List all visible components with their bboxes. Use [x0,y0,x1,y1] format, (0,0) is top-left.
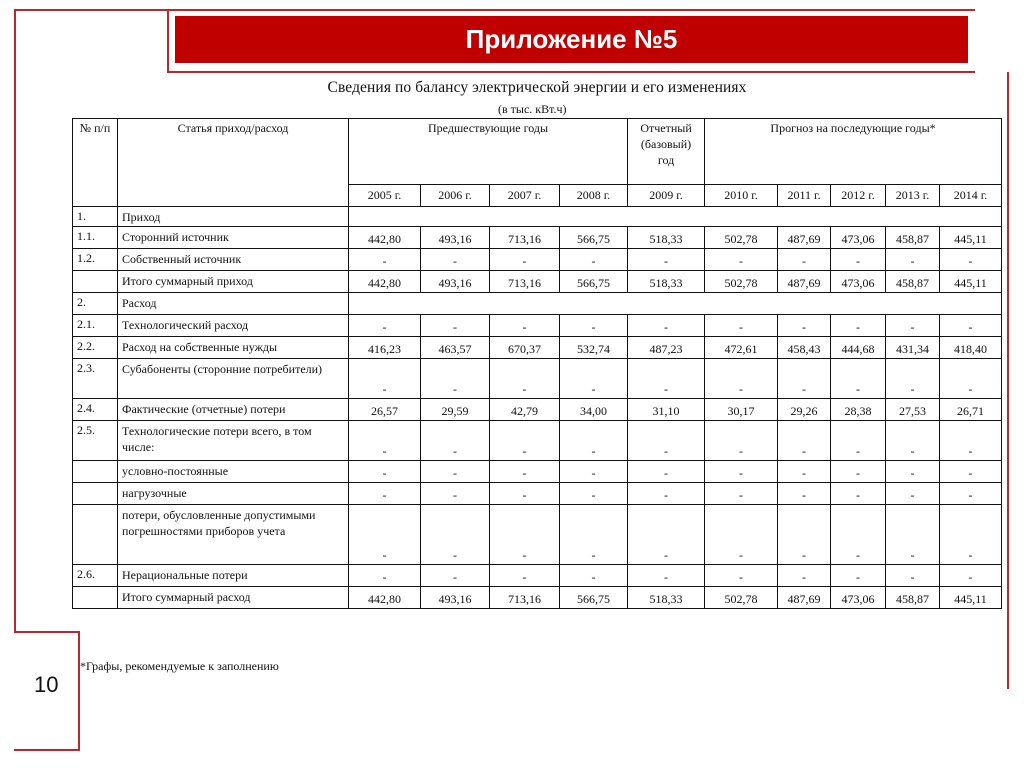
value-cell: 487,69 [778,271,831,293]
value-cell: 458,87 [886,227,940,249]
value-cell: - [421,315,490,337]
row-item: Фактические (отчетные) потери [118,399,349,421]
row-item: нагрузочные [118,483,349,505]
value-cell: 34,00 [560,399,628,421]
row-number [73,271,118,293]
title-banner: Приложение №5 [175,16,968,63]
value-cell: - [560,565,628,587]
value-cell: 29,59 [421,399,490,421]
table-row [73,565,1002,587]
value-cell: - [349,505,421,565]
value-cell: - [628,421,705,461]
value-cell: - [940,483,1002,505]
document-unit: (в тыс. кВт.ч) [498,102,567,116]
value-cell: - [349,565,421,587]
value-cell: 487,69 [778,227,831,249]
value-cell: - [490,461,560,483]
value-cell: - [628,483,705,505]
table-row [73,399,1002,421]
value-cell: - [421,483,490,505]
row-item: Расход [118,293,349,315]
table-row [73,359,1002,399]
header-year: 2009 г. [628,185,705,207]
value-cell: - [831,249,886,271]
value-cell: - [778,565,831,587]
value-cell: 487,69 [778,587,831,609]
row-item: Технологические потери всего, в том числе: [118,421,349,461]
value-cell: - [705,505,778,565]
value-cell: - [560,461,628,483]
value-cell: 472,61 [705,337,778,359]
table-row [73,207,1002,227]
header-forecast: Прогноз на последующие годы* [705,119,1002,185]
value-cell: 670,37 [490,337,560,359]
row-number: 2.5. [73,421,118,461]
header-year: 2014 г. [940,185,1002,207]
value-cell: - [886,421,940,461]
value-cell: - [886,505,940,565]
value-cell: 431,34 [886,337,940,359]
value-cell: 445,11 [940,587,1002,609]
value-cell: - [940,315,1002,337]
value-cell: 31,10 [628,399,705,421]
value-cell: 713,16 [490,271,560,293]
value-cell: - [778,315,831,337]
value-cell: 713,16 [490,227,560,249]
frame-page-left-line [14,9,16,632]
value-cell: - [886,315,940,337]
value-cell: 502,78 [705,227,778,249]
row-item: Нерациональные потери [118,565,349,587]
frame-number-box-bottom [14,749,80,751]
row-number [73,461,118,483]
value-cell: 42,79 [490,399,560,421]
value-cell: - [940,421,1002,461]
value-cell: 442,80 [349,271,421,293]
frame-under-banner-line [167,71,975,73]
frame-page-top-line [14,9,169,11]
value-cell: - [421,565,490,587]
header-year: 2012 г. [831,185,886,207]
value-cell: 463,57 [421,337,490,359]
value-cell: - [490,315,560,337]
value-cell: 29,26 [778,399,831,421]
value-cell: - [705,249,778,271]
value-cell: - [886,483,940,505]
table-row [73,315,1002,337]
section-empty-cell [349,293,1002,315]
section-empty-cell [349,207,1002,227]
frame-top-line [167,9,975,11]
value-cell: 473,06 [831,271,886,293]
header-item: Статья приход/расход [118,119,349,207]
value-cell: 493,16 [421,271,490,293]
table-row [73,461,1002,483]
table-row [73,293,1002,315]
header-year: 2005 г. [349,185,421,207]
value-cell: - [831,421,886,461]
header-year: 2007 г. [490,185,560,207]
value-cell: 444,68 [831,337,886,359]
value-cell: - [705,483,778,505]
value-cell: 566,75 [560,271,628,293]
frame-left-vertical [167,9,169,72]
value-cell: 445,11 [940,271,1002,293]
row-item: Итого суммарный расход [118,587,349,609]
value-cell: - [349,421,421,461]
value-cell: - [560,505,628,565]
value-cell: 502,78 [705,587,778,609]
value-cell: - [831,483,886,505]
value-cell: - [831,315,886,337]
header-year: 2011 г. [778,185,831,207]
value-cell: - [490,249,560,271]
value-cell: 502,78 [705,271,778,293]
header-previous-years: Предшествующие годы [349,119,628,185]
value-cell: 442,80 [349,587,421,609]
value-cell: - [349,315,421,337]
value-cell: 518,33 [628,271,705,293]
value-cell: - [490,359,560,399]
row-number: 2.4. [73,399,118,421]
value-cell: 458,87 [886,271,940,293]
balance-table [72,118,1002,609]
row-number [73,483,118,505]
row-item: Субабоненты (сторонние потребители) [118,359,349,399]
value-cell: 487,23 [628,337,705,359]
value-cell: 30,17 [705,399,778,421]
value-cell: - [886,461,940,483]
value-cell: 713,16 [490,587,560,609]
header-year: 2010 г. [705,185,778,207]
value-cell: - [778,421,831,461]
value-cell: - [778,461,831,483]
row-item: Расход на собственные нужды [118,337,349,359]
value-cell: - [421,249,490,271]
value-cell: - [490,483,560,505]
row-number: 1.1. [73,227,118,249]
value-cell: 27,53 [886,399,940,421]
table-row [73,483,1002,505]
value-cell: - [940,565,1002,587]
value-cell: 458,43 [778,337,831,359]
value-cell: - [490,505,560,565]
value-cell: - [778,359,831,399]
document-title [0,79,1024,97]
value-cell: 445,11 [940,227,1002,249]
value-cell: - [705,315,778,337]
table-row [73,227,1002,249]
value-cell: - [560,359,628,399]
value-cell: - [831,565,886,587]
value-cell: 566,75 [560,587,628,609]
row-number [73,587,118,609]
row-number: 1. [73,207,118,227]
value-cell: - [940,359,1002,399]
value-cell: - [778,249,831,271]
value-cell: - [560,249,628,271]
row-item: условно-постоянные [118,461,349,483]
value-cell: - [628,359,705,399]
value-cell: 493,16 [421,227,490,249]
page-number: 10 [34,672,59,697]
frame-right-vertical [1007,72,1009,689]
value-cell: - [349,461,421,483]
table-row [73,337,1002,359]
value-cell: - [831,461,886,483]
value-cell: - [421,421,490,461]
row-item: Приход [118,207,349,227]
value-cell: - [940,505,1002,565]
value-cell: - [628,505,705,565]
value-cell: - [705,565,778,587]
row-number: 2.6. [73,565,118,587]
value-cell: 532,74 [560,337,628,359]
value-cell: - [940,461,1002,483]
row-number: 2.1. [73,315,118,337]
document-title-text: Сведения по балансу электрической энергии и его изменениях [327,79,747,96]
frame-number-box-right [78,631,80,751]
row-item: Технологический расход [118,315,349,337]
row-item: Собственный источник [118,249,349,271]
header-num: № п/п [73,119,118,207]
value-cell: - [940,249,1002,271]
table-row [73,249,1002,271]
value-cell: 416,23 [349,337,421,359]
row-number [73,505,118,565]
value-cell: 442,80 [349,227,421,249]
value-cell: - [886,249,940,271]
footnote: *Графы, рекомендуемые к заполнению [80,659,279,673]
value-cell: - [490,565,560,587]
value-cell: - [560,315,628,337]
value-cell: 518,33 [628,227,705,249]
value-cell: - [831,359,886,399]
value-cell: - [421,359,490,399]
value-cell: - [778,483,831,505]
value-cell: - [349,249,421,271]
value-cell: - [628,315,705,337]
row-number: 2. [73,293,118,315]
value-cell: 26,71 [940,399,1002,421]
row-item: Сторонний источник [118,227,349,249]
row-number: 1.2. [73,249,118,271]
table-row [73,505,1002,565]
value-cell: 493,16 [421,587,490,609]
header-year: 2013 г. [886,185,940,207]
value-cell: 518,33 [628,587,705,609]
value-cell: 26,57 [349,399,421,421]
table-row [73,421,1002,461]
value-cell: - [421,505,490,565]
value-cell: - [628,249,705,271]
header-base-year: Отчетный (базовый) год [628,119,705,185]
row-number: 2.3. [73,359,118,399]
header-year: 2006 г. [421,185,490,207]
value-cell: 28,38 [831,399,886,421]
value-cell: 473,06 [831,587,886,609]
value-cell: - [349,483,421,505]
value-cell: - [886,359,940,399]
header-year: 2008 г. [560,185,628,207]
value-cell: 566,75 [560,227,628,249]
value-cell: - [349,359,421,399]
value-cell: - [705,461,778,483]
value-cell: - [628,461,705,483]
value-cell: - [628,565,705,587]
table-row [73,587,1002,609]
value-cell: - [421,461,490,483]
value-cell: - [560,421,628,461]
row-item: Итого суммарный приход [118,271,349,293]
value-cell: - [886,565,940,587]
table-row [73,271,1002,293]
value-cell: - [560,483,628,505]
value-cell: - [490,421,560,461]
value-cell: 473,06 [831,227,886,249]
row-number: 2.2. [73,337,118,359]
value-cell: - [705,359,778,399]
row-item: потери, обусловленные допустимыми погрешностями приборов учета [118,505,349,565]
value-cell: - [778,505,831,565]
value-cell: - [831,505,886,565]
value-cell: 458,87 [886,587,940,609]
value-cell: - [705,421,778,461]
value-cell: 418,40 [940,337,1002,359]
frame-number-box-top [14,631,80,633]
